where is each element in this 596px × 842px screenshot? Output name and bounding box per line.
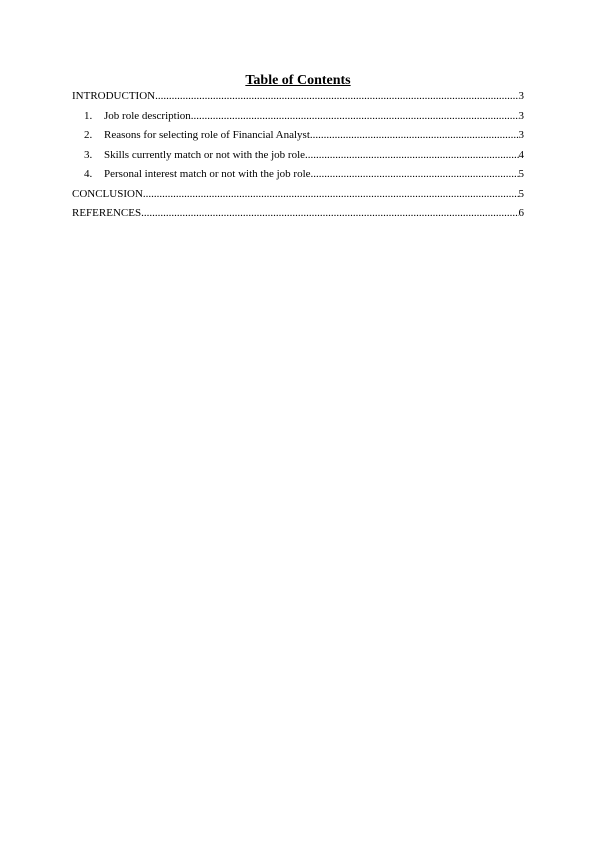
toc-dot-leader: [191, 109, 519, 124]
toc-page-number: 5: [518, 187, 524, 200]
toc-entry-text: Reasons for selecting role of Financial Analyst: [104, 129, 310, 141]
toc-entry-text: Skills currently match or not with the job role: [104, 148, 306, 161]
toc-dot-leader: [305, 148, 518, 163]
toc-dot-leader: [143, 187, 519, 202]
toc-entry-text: REFERENCES: [72, 207, 142, 219]
toc-entry-text: Personal interest match or not with the job role: [104, 168, 311, 180]
toc-dot-leader: [310, 128, 519, 143]
toc-entry-skills-match[interactable]: [72, 148, 524, 168]
toc-entry-personal-interest-match[interactable]: [72, 167, 524, 187]
toc-entry-introduction[interactable]: [72, 89, 524, 109]
toc-entry-text: Job role description: [104, 109, 191, 122]
toc-page-number: 5: [518, 168, 524, 180]
toc-page-number: 3: [518, 90, 524, 102]
toc-page-number: 6: [518, 207, 524, 219]
toc-entry-number: 2.: [84, 129, 93, 141]
toc-dot-leader: [155, 89, 518, 104]
toc-entry-number: 3.: [84, 148, 93, 161]
toc-page-number: 3: [518, 129, 524, 141]
toc-entry-conclusion[interactable]: [72, 187, 524, 207]
toc-dot-leader: [311, 167, 519, 182]
toc-entry-number: 4.: [84, 168, 93, 180]
toc-entry-text: INTRODUCTION: [72, 90, 156, 102]
toc-page-number: 4: [518, 148, 524, 161]
toc-title: Table of Contents: [245, 73, 351, 88]
toc-entry-reasons-financial-analyst[interactable]: [72, 128, 524, 148]
toc-entry-job-role-description[interactable]: [72, 109, 524, 129]
toc-page-number: 3: [518, 109, 524, 122]
toc-dot-leader: [141, 206, 518, 221]
toc-list: [72, 89, 524, 226]
toc-entry-number: 1.: [84, 109, 93, 122]
toc-entry-references[interactable]: [72, 206, 524, 226]
toc-entry-text: CONCLUSION: [72, 187, 143, 200]
